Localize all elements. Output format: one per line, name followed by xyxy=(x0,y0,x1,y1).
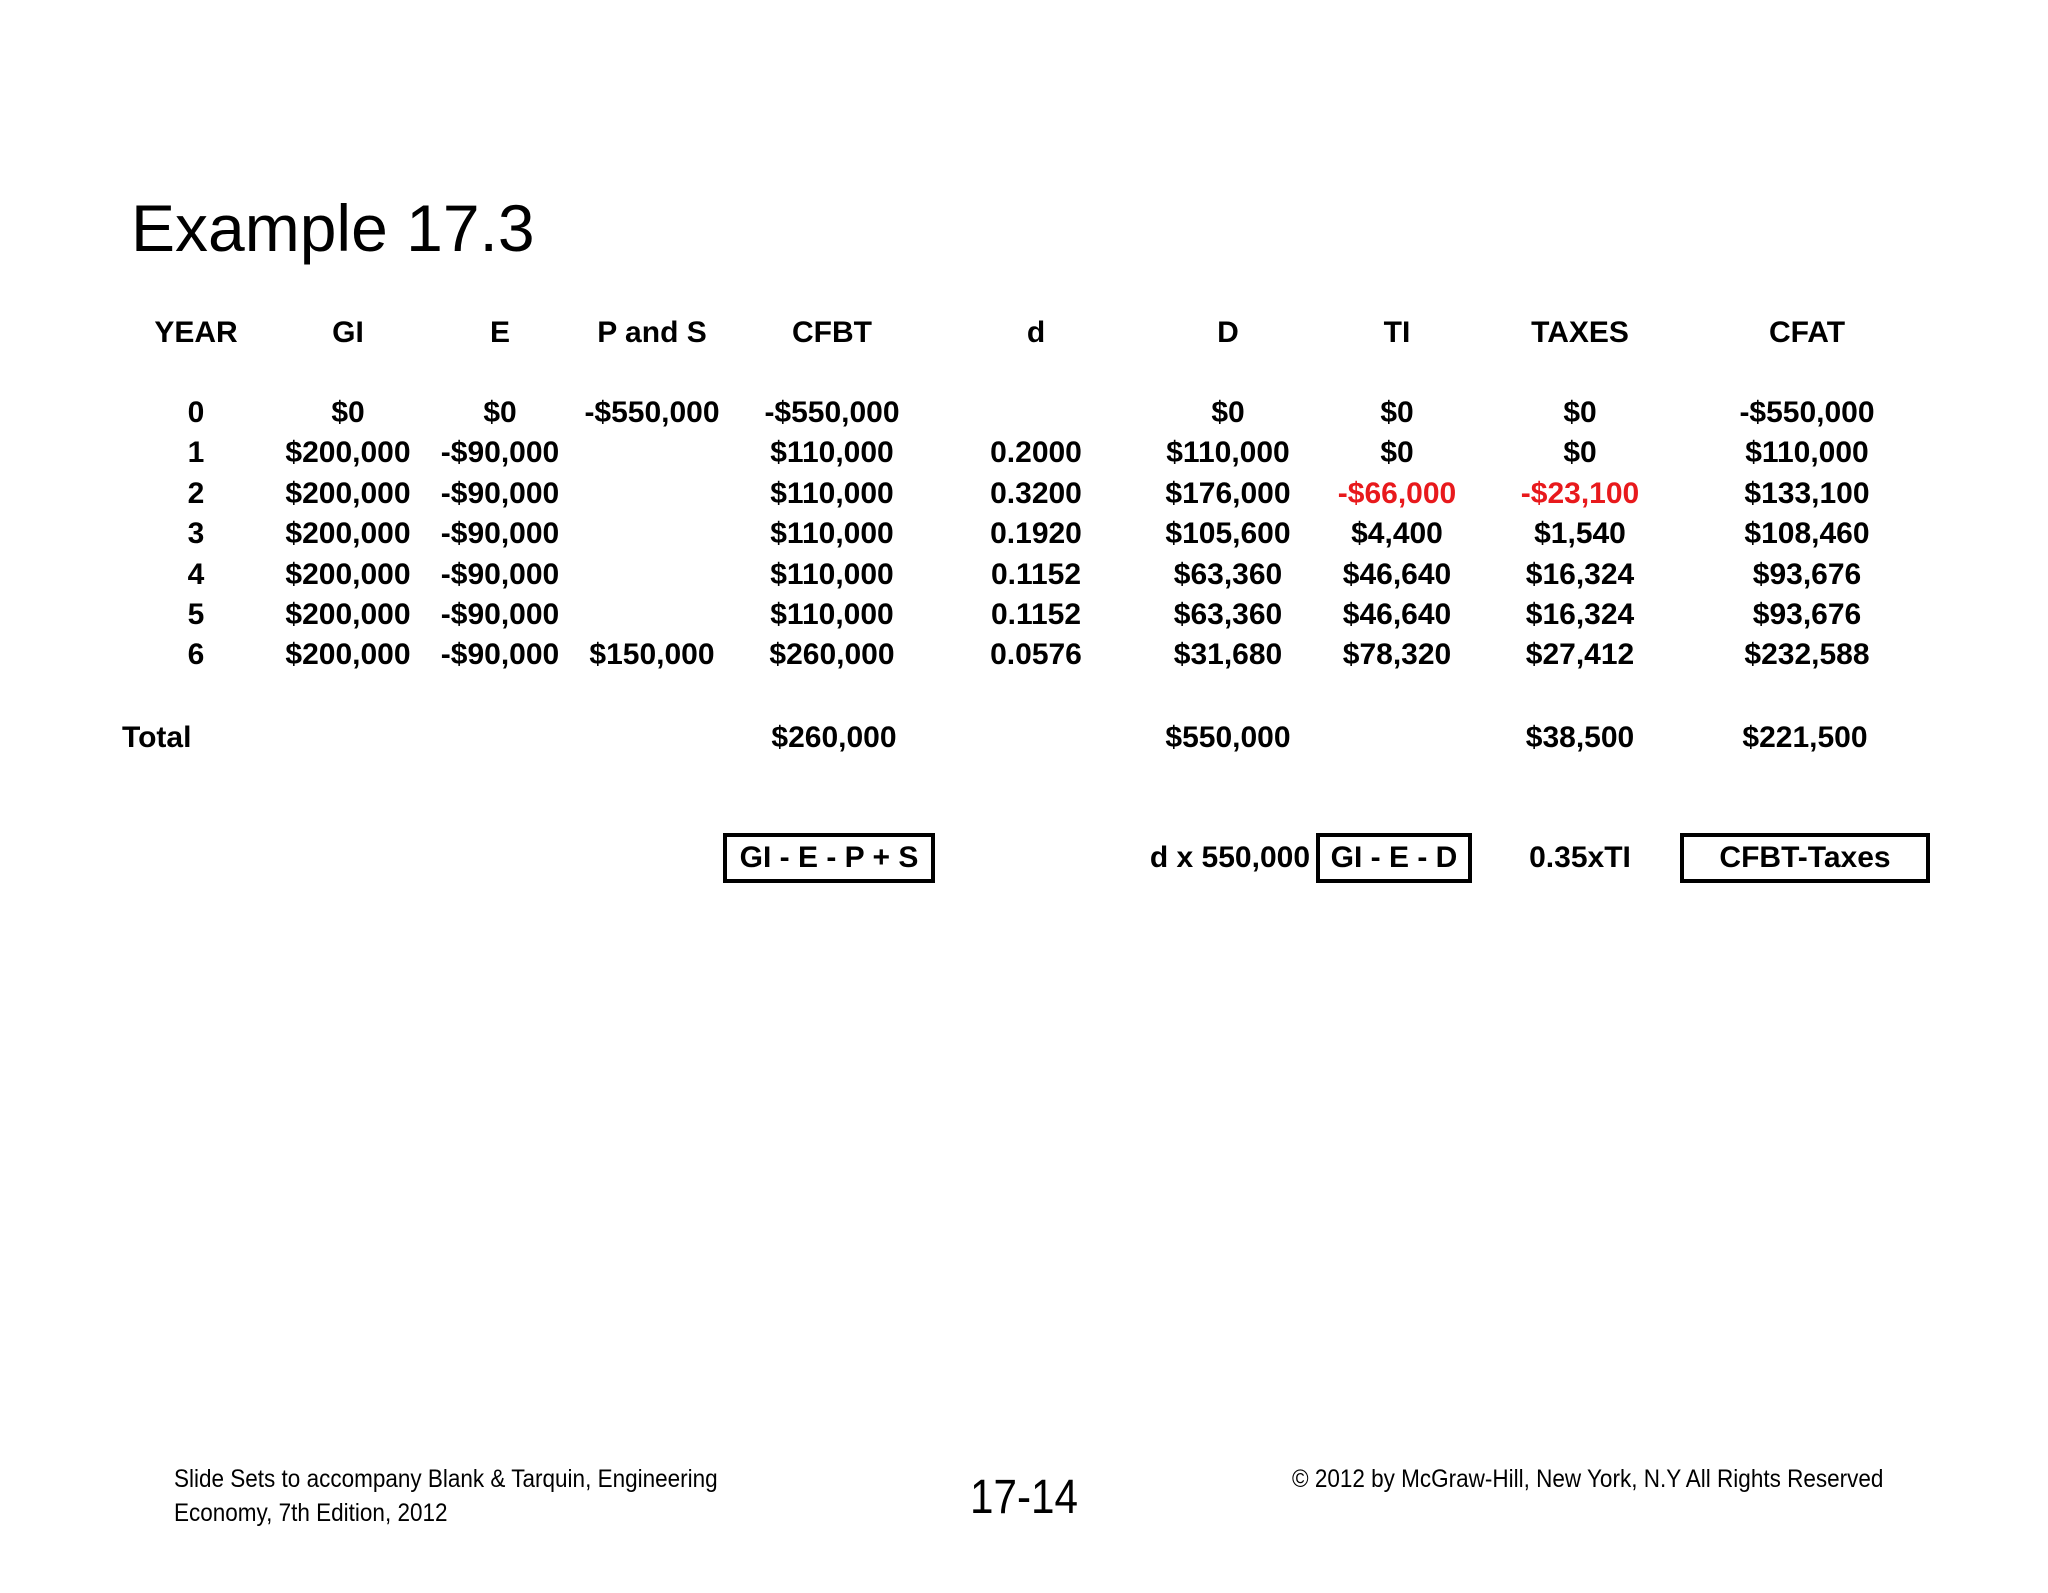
header-taxes: TAXES xyxy=(1531,316,1629,349)
cell-taxable-income: $4,400 xyxy=(1351,517,1443,550)
footer-citation xyxy=(174,1462,718,1530)
cell-expenses: -$90,000 xyxy=(440,517,560,550)
cell-cfbt: $110,000 xyxy=(770,598,894,631)
cell-purchase-salvage xyxy=(557,431,747,475)
cell-cfat: $108,460 xyxy=(1744,517,1870,550)
cell-purchase-salvage xyxy=(557,593,747,637)
cell-year: 4 xyxy=(187,558,205,591)
cell-taxes: $27,412 xyxy=(1525,638,1635,671)
cell-cfat: -$550,000 xyxy=(1739,396,1875,429)
slide-title: Example 17.3 xyxy=(131,191,535,265)
cell-taxes: $0 xyxy=(1563,436,1597,469)
cell-taxes: $1,540 xyxy=(1534,517,1626,550)
header-year: YEAR xyxy=(154,316,238,349)
cell-taxable-income: $78,320 xyxy=(1342,638,1452,671)
cell-purchase-salvage xyxy=(557,472,747,516)
cell-depreciation: $110,000 xyxy=(1166,436,1290,469)
cell-cfat: $93,676 xyxy=(1752,558,1862,591)
cell-depreciation: $31,680 xyxy=(1173,638,1283,671)
cell-depreciation-rate xyxy=(941,391,1131,435)
cell-gross-income: $200,000 xyxy=(285,436,411,469)
cell-cfbt: $260,000 xyxy=(769,638,895,671)
cell-taxes: -$23,100 xyxy=(1520,477,1640,510)
cell-year: 1 xyxy=(187,436,205,469)
cell-gross-income: $200,000 xyxy=(285,517,411,550)
cell-depreciation: $0 xyxy=(1211,396,1245,429)
header-gross-income: GI xyxy=(332,316,364,349)
header-cfbt: CFBT xyxy=(792,316,872,349)
cell-taxes: $0 xyxy=(1563,396,1597,429)
header-depreciation: D xyxy=(1217,316,1239,349)
footer-copyright: © 2012 by McGraw-Hill, New York, N.Y All Rights Reserved xyxy=(1292,1465,1884,1493)
total-cfat: $221,500 xyxy=(1742,721,1868,754)
cell-purchase-salvage: -$550,000 xyxy=(584,396,720,429)
footer-citation-line1: Slide Sets to accompany Blank & Tarquin, Engineering xyxy=(174,1465,718,1493)
cell-cfbt: $110,000 xyxy=(770,558,894,591)
header-purchase-salvage: P and S xyxy=(597,316,707,349)
cell-depreciation: $105,600 xyxy=(1165,517,1291,550)
cell-year: 5 xyxy=(187,598,205,631)
cell-depreciation: $63,360 xyxy=(1173,558,1283,591)
cell-expenses: -$90,000 xyxy=(440,436,560,469)
cell-year: 3 xyxy=(187,517,205,550)
cell-expenses: -$90,000 xyxy=(440,477,560,510)
cell-cfat: $110,000 xyxy=(1745,436,1869,469)
cell-cfat: $133,100 xyxy=(1744,477,1870,510)
cell-gross-income: $200,000 xyxy=(285,598,411,631)
formula-depreciation: d x 550,000 xyxy=(1149,841,1310,874)
cell-expenses: -$90,000 xyxy=(440,598,560,631)
cell-gross-income: $200,000 xyxy=(285,477,411,510)
total-cfbt: $260,000 xyxy=(771,721,897,754)
cell-expenses: -$90,000 xyxy=(440,558,560,591)
cell-depreciation-rate: 0.1152 xyxy=(990,558,1082,591)
cell-taxable-income: $46,640 xyxy=(1342,598,1452,631)
cell-depreciation-rate: 0.2000 xyxy=(990,436,1082,469)
header-taxable-income: TI xyxy=(1383,316,1411,349)
cell-depreciation: $63,360 xyxy=(1173,598,1283,631)
footer-citation-line2: Economy, 7th Edition, 2012 xyxy=(174,1499,448,1527)
cell-cfbt: -$550,000 xyxy=(764,396,900,429)
cell-year: 2 xyxy=(187,477,205,510)
cell-year: 6 xyxy=(187,638,205,671)
cell-cfat: $93,676 xyxy=(1752,598,1862,631)
cell-cfbt: $110,000 xyxy=(770,436,894,469)
formula-taxes: 0.35xTI xyxy=(1529,841,1631,874)
cell-taxable-income: $0 xyxy=(1380,436,1414,469)
cell-depreciation-rate: 0.3200 xyxy=(990,477,1082,510)
cell-gross-income: $200,000 xyxy=(285,638,411,671)
cell-depreciation-rate: 0.1152 xyxy=(990,598,1082,631)
cell-cfbt: $110,000 xyxy=(770,517,894,550)
cell-taxes: $16,324 xyxy=(1525,558,1635,591)
page-number: 17-14 xyxy=(970,1471,1079,1524)
cell-taxable-income: $46,640 xyxy=(1342,558,1452,591)
header-expenses: E xyxy=(489,316,510,349)
cell-purchase-salvage: $150,000 xyxy=(589,638,715,671)
total-label: Total xyxy=(122,721,192,754)
total-taxes: $38,500 xyxy=(1525,721,1635,754)
cell-taxable-income: -$66,000 xyxy=(1337,477,1457,510)
cell-depreciation: $176,000 xyxy=(1165,477,1291,510)
cell-depreciation-rate: 0.0576 xyxy=(990,638,1082,671)
cell-taxable-income: $0 xyxy=(1380,396,1414,429)
header-depreciation-rate: d xyxy=(1026,316,1046,349)
formula-ti: GI - E - D xyxy=(1316,833,1472,883)
cell-cfat: $232,588 xyxy=(1744,638,1870,671)
cell-expenses: $0 xyxy=(483,396,517,429)
header-cfat: CFAT xyxy=(1768,316,1846,349)
cell-gross-income: $0 xyxy=(331,396,365,429)
total-depreciation: $550,000 xyxy=(1165,721,1291,754)
cell-year: 0 xyxy=(187,396,205,429)
cell-purchase-salvage xyxy=(557,512,747,556)
cell-expenses: -$90,000 xyxy=(440,638,560,671)
cell-cfbt: $110,000 xyxy=(770,477,894,510)
cell-taxes: $16,324 xyxy=(1525,598,1635,631)
cell-purchase-salvage xyxy=(557,553,747,597)
cell-depreciation-rate: 0.1920 xyxy=(990,517,1082,550)
formula-cfbt: GI - E - P + S xyxy=(723,833,935,883)
cell-gross-income: $200,000 xyxy=(285,558,411,591)
formula-cfat: CFBT-Taxes xyxy=(1680,833,1930,883)
